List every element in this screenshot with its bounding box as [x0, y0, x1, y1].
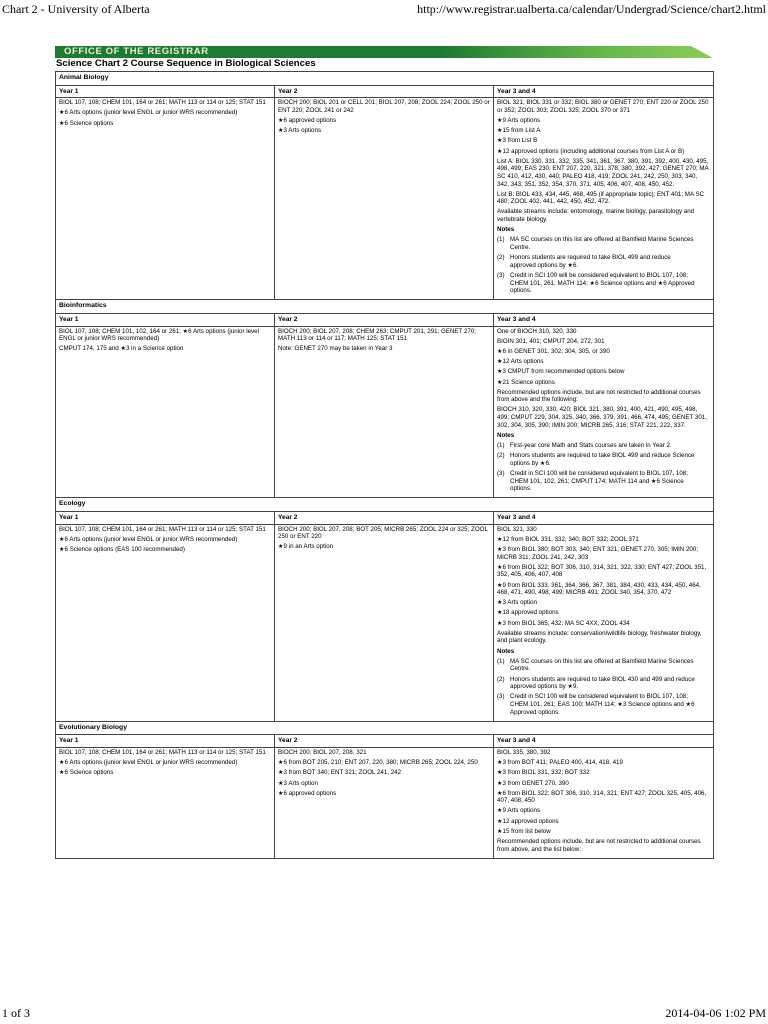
requirement-item: ★6 approved options [278, 789, 337, 797]
requirement-item: ★6 approved options [278, 116, 337, 124]
requirement-item: BIOCH 200; BIOL 207, 208, 321 [278, 748, 367, 756]
requirement-item: ★3 from BOT 411; PALEO 400, 414, 418, 419 [497, 759, 623, 767]
year-requirements [56, 327, 274, 358]
requirement-item: ★6 in GENET 301, 302, 304, 305, or 390 [497, 347, 610, 355]
requirement-item: ★12 approved options (including additional courses from List A or B) [497, 147, 685, 155]
requirement-item: ★3 from GENET 270, 390 [497, 779, 569, 787]
year-requirements [494, 525, 713, 721]
print-header-title: Chart 2 - University of Alberta [2, 2, 150, 16]
requirement-item: List B: BIOL 433, 434, 445, 468, 495 (if appropriate topic); ENT 401; MA SC 480; ZOOL 402, 441, 442, 450, 452, 472. [497, 190, 705, 206]
note-item [497, 236, 710, 251]
year-header: Year 1 [56, 86, 274, 99]
program-title: Evolutionary Biology [56, 722, 713, 736]
requirement-item: BIOCH 200; BIOL 207, 208; CHEM 263; CMPUT 201, 291; GENET 270; MATH 113 or 114 or 117; MATH 125; STAT 151 [278, 327, 476, 343]
year-column [56, 512, 275, 721]
year-column [494, 512, 713, 721]
note-item [497, 470, 710, 493]
requirement-item: ★6 Science options [59, 769, 114, 777]
year-header: Year 3 and 4 [494, 86, 713, 99]
year-column [56, 86, 275, 300]
note-number: (2) [497, 452, 505, 460]
note-item [497, 442, 710, 450]
year-column [494, 314, 713, 497]
year-requirements [275, 327, 493, 358]
requirement-item: ★6 Science options (EAS 100 recommended) [59, 545, 185, 553]
program-title: Bioinformatics [56, 300, 713, 314]
note-number: (3) [497, 470, 505, 477]
requirement-item: ★3 Arts options [278, 127, 322, 135]
requirement-item: BIOCH 310, 320, 330, 420; BIOL 321, 380, 391, 400, 421, 490, 495, 498, 499; CMPUT 229, 304, 325, 340, 366, 379, 391, 466, 474, 495; GENET 301, 302, 304, 305, 390; IMIN 200; MICRB 265, 316; STAT 221, 222, 337. [497, 406, 707, 429]
requirement-item: ★3 from BIOL 365, 432; MA SC 4XX, ZOOL 434 [497, 619, 630, 627]
requirement-item: ★3 CMPUT from recommended options below [497, 368, 625, 376]
year-header: Year 2 [275, 735, 493, 748]
requirement-item: Note: GENET 270 may be taken in Year 3 [278, 345, 393, 353]
requirement-item: BIOL 107, 108; CHEM 101, 164 or 261; MATH 113 or 114 or 125; STAT 151 [59, 748, 266, 756]
requirement-item: ★9 Arts options [497, 116, 541, 124]
year-header: Year 1 [56, 512, 274, 525]
note-text: Honors students are required to take BIOL 499 and reduce Science options by ★6. [510, 452, 695, 467]
program-section [56, 722, 713, 859]
requirement-item: ★3 from BIOL 380; BOT 303, 340; ENT 321; GENET 270, 305; IMIN 200; MICRB 311; ZOOL 241, 242, 303 [497, 545, 699, 561]
requirement-item: ★3 from List B [497, 137, 538, 145]
note-number: (3) [497, 693, 505, 701]
note-text: First-year core Math and Stats courses are taken in Year 2. [510, 442, 672, 450]
note-item [497, 693, 710, 716]
print-header [0, 0, 768, 20]
year-requirements [494, 98, 713, 299]
note-number: (2) [497, 254, 505, 262]
requirement-item: CMPUT 174, 175 and ★3 in a Science option [59, 345, 184, 353]
note-number: (1) [497, 236, 505, 244]
requirement-item: BIOCH 200; BIOL 207, 208; BOT 205; MICRB 265; ZOOL 224 or 325; ZOOL 250 or ENT 220 [278, 525, 488, 541]
note-number: (1) [497, 657, 505, 665]
page-title: Science Chart 2 Course Sequence in Biological Sciences [56, 58, 316, 69]
requirement-item: ★9 in an Arts option [278, 543, 334, 551]
notes-heading: Notes [497, 226, 515, 234]
requirement-item: BIOL 107, 108; CHEM 101, 164 or 261; MATH 113 or 114 or 125; STAT 151 [59, 525, 266, 533]
year-header: Year 1 [56, 314, 274, 327]
year-header: Year 2 [275, 314, 493, 327]
requirement-item: ★18 approved options [497, 609, 559, 617]
requirement-item: ★15 from List A [497, 127, 541, 135]
year-header: Year 1 [56, 735, 274, 748]
requirement-item: ★6 from BIOL 322; BOT 306, 310, 314, 321, 322, 330; ENT 427; ZOOL 351, 352, 405, 406, 407, 408 [497, 563, 707, 579]
program-section [56, 300, 713, 498]
note-text: MA SC courses on this list are offered at Bamfield Marine Sciences Centre. [510, 657, 694, 673]
year-column [56, 735, 275, 857]
requirement-item: One of BIOCH 310, 320, 330 [497, 327, 577, 335]
year-column [494, 735, 713, 857]
requirement-item: ★3 from BOT 340; ENT 321; ZOOL 241, 242 [278, 769, 402, 777]
note-item [497, 272, 710, 295]
year-requirements [494, 748, 713, 858]
year-column [275, 314, 494, 497]
year-column [56, 314, 275, 497]
registrar-banner [55, 46, 713, 58]
note-text: Credit in SCI 100 will be considered equivalent to BIOL 107, 108; CHEM 101, 102, 261; CMPUT 174; MATH 114 and ★6 Science options. [510, 470, 688, 493]
year-columns [56, 512, 713, 721]
banner-tip [691, 46, 713, 58]
note-item [497, 452, 710, 467]
year-requirements [275, 525, 493, 556]
year-column [494, 86, 713, 300]
note-text: Honors students are required to take BIOL 499 and reduce approved options by ★6. [510, 254, 671, 269]
requirement-item: BIOCH 200; BIOL 201 or CELL 201; BIOL 207, 208; ZOOL 224; ZOOL 250 or ENT 220; ZOOL 241 or 242 [278, 99, 490, 114]
program-section [56, 498, 713, 721]
requirement-item: ★6 from BOT 205, 210; ENT 207, 220, 380; MICRB 265; ZOOL 224, 250 [278, 759, 478, 767]
requirement-item: ★9 from BIOL 333, 361, 364, 366, 367, 381, 384, 430, 433, 434, 450, 464, 468, 471, 490, 498, 499; MICRB 491; ZOOL 340, 354, 370, 472 [497, 581, 701, 597]
note-number: (1) [497, 442, 505, 450]
requirement-item: ★21 Science options [497, 378, 555, 386]
requirement-item: ★12 from BIOL 331, 332, 340; BOT 332; ZOOL 371 [497, 535, 639, 543]
note-item [497, 254, 710, 269]
year-requirements [275, 748, 493, 802]
requirement-item: ★12 Arts options [497, 358, 544, 366]
requirement-item: ★6 Science options [59, 119, 114, 127]
requirement-item: ★6 Arts options (junior level ENGL or junior WRS recommended) [59, 759, 238, 767]
banner-gradient [443, 46, 713, 58]
requirement-item: BIOL 107, 108; CHEM 101, 164 or 261; MATH 113 or 114 or 125; STAT 151 [59, 99, 266, 107]
note-number: (2) [497, 675, 505, 683]
note-number: (3) [497, 272, 505, 279]
requirement-item: List A: BIOL 330, 331, 332, 335, 341, 361, 367, 380, 391, 392, 400, 430, 495, 498, 499; EAS 230; ENT 207, 220, 321, 378, 380, 392, 427; GENET 270; MA SC 410, 412, 430, 440; PALEO 418, 419; ZOOL 241, 242, 250, 303, 340, 342, 343, 351, 352, 354, 370, 371, 405, 406, 407, 408, 450, 452. [497, 157, 709, 188]
year-requirements [56, 98, 274, 132]
print-datetime: 2014-04-06 1:02 PM [665, 1006, 766, 1020]
year-header: Year 3 and 4 [494, 314, 713, 327]
notes-heading: Notes [497, 647, 515, 655]
year-columns [56, 86, 713, 300]
requirement-item: Available streams include: conservation/wildlife biology, freshwater biology, and plant ecology. [497, 629, 702, 645]
requirement-item: BIOL 335, 380, 392 [497, 748, 551, 756]
course-sequence-chart [55, 71, 714, 859]
requirement-item: BIOL 321, 330 [497, 525, 537, 533]
year-header: Year 2 [275, 86, 493, 99]
year-column [275, 735, 494, 857]
requirement-item: ★15 from list below [497, 827, 551, 835]
program-section [56, 72, 713, 300]
note-text: Honors students are required to take BIOL 430 and 499 and reduce approved options by ★9. [510, 675, 695, 691]
year-header: Year 3 and 4 [494, 512, 713, 525]
year-column [275, 512, 494, 721]
print-header-url[interactable]: http://www.registrar.ualberta.ca/calendar/Undergrad/Science/chart2.html [417, 2, 766, 16]
program-title: Ecology [56, 498, 713, 512]
page-number: 1 of 3 [2, 1006, 30, 1020]
year-column [275, 86, 494, 300]
note-item [497, 676, 710, 691]
requirement-item: ★9 Arts options [497, 807, 541, 815]
year-requirements [56, 525, 274, 559]
notes-heading: Notes [497, 431, 515, 439]
requirement-item: BIOL 321; BIOL 331 or 332; BIOL 380 or GENET 270; ENT 220 or ZOOL 250 or 352; ZOOL 303; ZOOL 325; ZOOL 370 or 371 [497, 99, 709, 114]
requirement-item: Recommended options include, but are not restricted to additional courses from above, and the list below: [497, 838, 701, 853]
requirement-item: ★3 Arts option [497, 599, 537, 607]
requirement-item: ★6 from BIOL 322; BOT 306, 310, 314, 321; ENT 427; ZOOL 325, 405, 406, 407, 408, 450 [497, 789, 707, 805]
year-header: Year 2 [275, 512, 493, 525]
requirement-item: ★12 approved options [497, 817, 559, 825]
year-columns [56, 735, 713, 857]
note-text: Credit in SCI 100 will be considered equivalent to BIOL 107, 108; CHEM 101, 261; MATH 114; ★6 Science options and ★6 Approved options. [510, 272, 695, 295]
requirement-item: BIOIN 301, 401; CMPUT 204, 272, 301 [497, 337, 605, 345]
print-footer [0, 1006, 768, 1024]
year-requirements [275, 98, 493, 139]
requirement-item: Available streams include: entomology, marine biology, parasitology and vertebrate biology. [497, 208, 695, 224]
banner-text: OFFICE OF THE REGISTRAR [64, 46, 209, 57]
note-text: MA SC courses on this list are offered at Bamfield Marine Sciences Centre. [510, 236, 694, 252]
requirement-item: BIOL 107, 108; CHEM 101, 102, 164 or 261; ★6 Arts options (junior level ENGL or junior WRS recommended) [59, 327, 259, 343]
requirement-item: ★3 from BIOL 331, 332; BOT 332 [497, 769, 590, 777]
note-item [497, 658, 710, 673]
requirement-item: ★3 Arts option [278, 779, 318, 787]
year-requirements [56, 748, 274, 782]
requirement-item: ★6 Arts options (junior level ENGL or junior WRS recommended) [59, 535, 238, 543]
year-columns [56, 314, 713, 497]
requirement-item: Recommended options include, but are not restricted to additional courses from above and the following: [497, 388, 701, 404]
program-title: Animal Biology [56, 72, 713, 86]
note-text: Credit in SCI 100 will be considered equivalent to BIOL 107, 108; CHEM 101, 261; EAS 100; MATH 114; ★3 Science options and ★6 Approved options. [510, 693, 695, 716]
year-header: Year 3 and 4 [494, 735, 713, 748]
requirement-item: ★6 Arts options (junior level ENGL or junior WRS recommended) [59, 109, 238, 117]
year-requirements [494, 327, 713, 498]
